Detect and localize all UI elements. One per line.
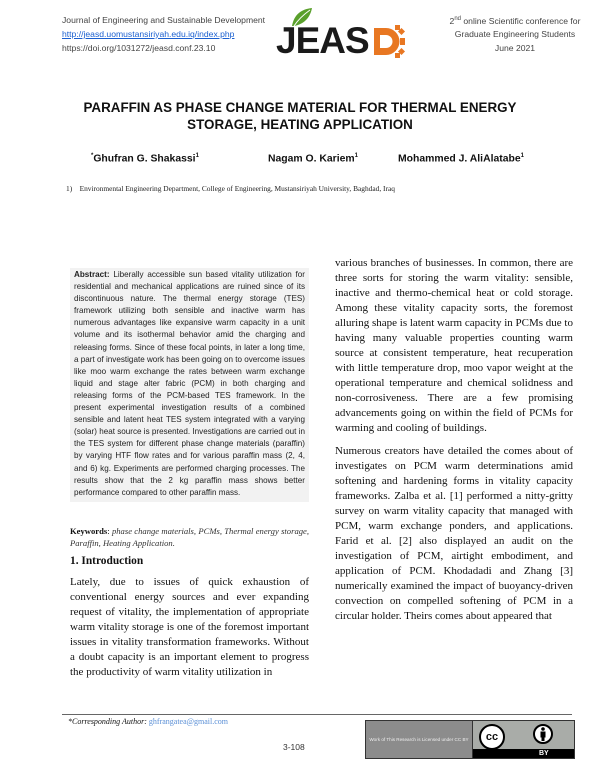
abstract-text: Liberally accessible sun based vitality utilization for residential and mechanical applications are ruined since of its discontinuous nature. The thermal energy storage (TES) framework utilizing both sensible and inactive warm has numerous advantages like expansive warm capacity in a unit volume and its isothermal behavior amid the charging and releasing forms. Since of these focal points, in later a long time, a part of investigate work has been going on to overcome issues like moo warm exchange the rates between warm exchange liquid and stage alter fabric (PCM) in both charging and releasing forms of the PCM-based TES framework. In the present experimental investigation results of a combined sensible and latent heat TES system integrated with a varying (solar) heat source is presented. Investigations are carried out in the TES system for different phase change materials (paraffin) by varying HTF flow rates and for various paraffin mass (2, 4, and 6) kg. Experiments are performed charging processes. The results show that the 2 kg paraffin mass shows better performance compared to other paraffin mass. (74, 270, 305, 497)
conf-line1: online Scientific conference for (461, 15, 581, 26)
cc-by-logo (473, 721, 574, 758)
affiliation (66, 184, 395, 193)
journal-name: Journal of Engineering and Sustainable Development (62, 15, 266, 25)
corresponding-mark: * (91, 153, 94, 159)
attribution-person-icon (533, 724, 553, 744)
intro-paragraph-1-continued: various branches of businesses. In common, there are three sorts for storing the warm vitality: sensible, inactive and thermo-chemical heat or cold storage. Among these vitality capacity sorts, the foremost alluring shape is latent warm capacity in PCMs due to having many valuable properties counting warm source at consistent temperature, heat recuperation with little temperature drop, moo vapor weight at the operational temperature and chemical solidness and non-corrosiveness. There are a few promising advancements going on within the field of PCMs for warming and cooling of buildings. (335, 257, 573, 434)
keywords-label: Keywords (70, 526, 108, 536)
journal-header-info (62, 13, 265, 55)
corresponding-email-link[interactable]: ghfrangatea@gmail.com (148, 717, 229, 726)
author-3 (398, 153, 524, 164)
keywords: Keywords: phase change materials, PCMs, Thermal energy storage, Paraffin, Heating Application. (70, 526, 309, 548)
section-heading-introduction: 1. Introduction (70, 555, 144, 567)
by-bar (473, 749, 574, 758)
gear-icon (372, 25, 405, 58)
corr-sep: : (144, 717, 149, 726)
abstract-box (70, 268, 309, 502)
jeasd-logo (276, 6, 406, 61)
intro-paragraph-2: Numerous creators have detailed the comes about of investigates on PCM warm determinations amid softening and hardening forms in vitality capacity frameworks. Zalba et al. [1] performed a nitty-gritty survey on warm vitality capacity that managed with PCM, warm exchange ponders, and applications. Farid et al. [2] also displayed an audit on the investigation of PCM, airtight embodiment, and application of PCM. Khodadadi and Zhang [3] numerically examined the impact of buoyancy-driven convection on compelled softening of PCM in a circular holder. Theirs comes about appeared that (335, 445, 573, 622)
title-line2: STORAGE, HEATING APPLICATION (187, 117, 413, 132)
cc-by-license-badge[interactable] (365, 720, 575, 759)
by-label: BY (539, 750, 549, 757)
corresponding-author (68, 717, 228, 726)
journal-url-link[interactable]: http://jeasd.uomustansiriyah.edu.iq/index.php (62, 29, 235, 39)
author-affil: 1 (195, 153, 199, 159)
author-2 (268, 153, 358, 164)
logo-text: JEAS (276, 20, 369, 61)
title-line1: PARAFFIN AS PHASE CHANGE MATERIAL FOR THERMAL ENERGY (83, 100, 517, 115)
author-name: Mohammed J. AliAlatabe (398, 153, 521, 165)
corr-label: *Corresponding Author (68, 717, 145, 726)
affiliation-number: 1) (66, 184, 73, 193)
author-1 (91, 153, 199, 164)
conf-ordinal: 2 (449, 15, 455, 26)
conf-ordinal-suffix: nd (454, 16, 462, 22)
footnote-divider (62, 714, 572, 715)
conf-date: June 2021 (494, 42, 536, 53)
left-column-body (70, 575, 309, 680)
page-number: 3-108 (283, 742, 305, 752)
license-text: Work of This Research is Licensed under CC BY (366, 721, 473, 758)
author-name: Nagam O. Kariem (268, 153, 355, 165)
author-affil: 1 (520, 153, 524, 159)
doi: https://doi.org/1031272/jeasd.conf.23.10 (62, 43, 216, 53)
author-affil: 1 (354, 153, 358, 159)
conference-info (430, 13, 600, 55)
right-column-body (335, 256, 573, 624)
paper-title (40, 99, 560, 133)
conf-line2: Graduate Engineering Students (454, 29, 576, 40)
affiliation-text: Environmental Engineering Department, College of Engineering, Mustansiriyah University, Baghdad, Iraq (79, 184, 395, 193)
abstract-label: Abstract: (74, 270, 110, 279)
intro-paragraph-1: Lately, due to issues of quick exhaustion of conventional energy sources and ever expanding request of vitality, the implementation of appropriate warm vitality storage is one of the foremost important issues in vitality transformation frameworks. Without a doubt capacity is an important element to progress the productivity of warm vitality utilization in (70, 576, 309, 678)
cc-icon: cc (479, 724, 505, 750)
author-name: Ghufran G. Shakassi (93, 153, 196, 165)
keywords-text: phase change materials, PCMs, Thermal energy storage, Paraffin, Heating Application. (70, 526, 309, 548)
